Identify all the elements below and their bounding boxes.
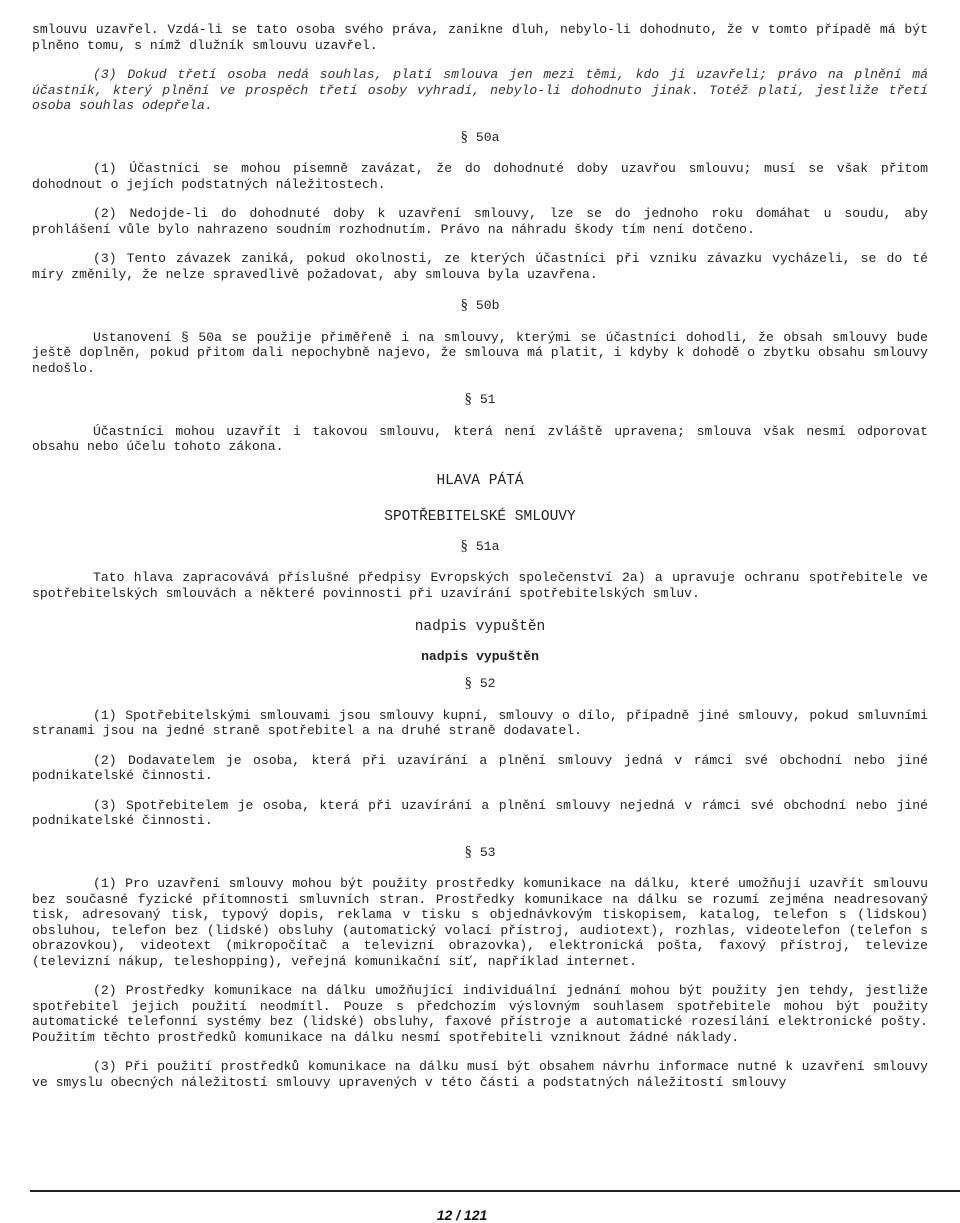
part-title: SPOTŘEBITELSKÉ SMLOUVY: [384, 508, 576, 525]
section-51-heading: [32, 392, 928, 408]
part-heading: HLAVA PÁTÁ: [436, 472, 524, 489]
footer-divider: [30, 1190, 960, 1192]
paragraph-continuation: smlouvu uzavřel. Vzdá-li se tato osoba svého práva, zanikne dluh, nebylo-li dohodnuto, že v tomto případě má být plněno tomu, s nímž dlužník smlouvu uzavřel.: [32, 22, 928, 53]
section-51a-heading: [32, 539, 928, 555]
s51a-paragraph-1: Tato hlava zapracovává příslušné předpisy Evropských společenství 2a) a upravuje ochranu spotřebitele ve spotřebitelských smlouvách a některé povinnosti při uzavírání spotřebitelských smluv.: [32, 570, 928, 601]
page-number: 12 / 121: [436, 1207, 488, 1223]
s53-paragraph-1: (1) Pro uzavření smlouvy mohou být použity prostředky komunikace na dálku, které umožňují uzavřít smlouvu bez současné fyzické přítomnosti smluvních stran. Prostředky komunikace na dálku se rozumí zejména neadresovaný tisk, adresovaný tisk, typový dopis, reklama v tisku s objednávkovým tiskopisem, katalog, telefon s (lidskou) obsluhou, telefon bez (lidské) obsluhy (automatický volací přístroj, audiotext), rozhlas, videotelefon (telefon s obrazovkou), videotext (mikropočítač a televizní obrazovka), elektronická pošta, faxový přístroj, televize (televizní nákup, teleshopping), veřejná komunikační síť, například internet.: [32, 876, 928, 969]
s52-paragraph-2: (2) Dodavatelem je osoba, která při uzavírání a plnění smlouvy jedná v rámci své obchodní nebo jiné podnikatelské činnosti.: [32, 752, 928, 783]
s52-paragraph-3: (3) Spotřebitelem je osoba, která při uzavírání a plnění smlouvy nejedná v rámci své obchodní nebo jiné podnikatelské činnosti.: [32, 797, 928, 828]
section-52-heading: [32, 676, 928, 692]
section-symbol: §: [460, 297, 469, 313]
section-symbol: §: [464, 843, 472, 860]
section-53-heading: [32, 845, 928, 861]
s52-paragraph-1: (1) Spotřebitelskými smlouvami jsou smlouvy kupní, smlouvy o dílo, případně jiné smlouvy, pokud smluvními stranami jsou na jedné straně spotřebitel a na druhé straně dodavatel.: [32, 707, 928, 738]
s53-paragraph-3: (3) Při použití prostředků komunikace na dálku musí být obsahem návrhu informace nutné k uzavření smlouvy ve smyslu obecných náležitostí smlouvy upravených v této části a podstatných náležitostí smlouvy: [32, 1059, 928, 1090]
section-number: 50b: [475, 298, 500, 313]
s51-paragraph-1: Účastníci mohou uzavřít i takovou smlouvu, která není zvláště upravena; smlouva však nesmí odporovat obsahu nebo účelu tohoto zákona.: [32, 423, 928, 454]
section-symbol: §: [460, 128, 469, 145]
section-symbol: §: [464, 675, 472, 691]
section-number: 50a: [475, 129, 500, 145]
section-symbol: §: [464, 391, 472, 407]
s50a-paragraph-3: (3) Tento závazek zaniká, pokud okolnosti, ze kterých účastníci při vzniku závazku vycházeli, se do té míry změnily, že nelze spravedlivě požadovat, aby smlouva byla uzavřena.: [32, 251, 928, 282]
section-number: 51: [479, 392, 496, 407]
section-number: 52: [479, 676, 496, 691]
s50a-paragraph-1: (1) Účastníci se mohou písemně zavázat, že do dohodnuté doby uzavřou smlouvu; musí se však přitom dohodnout o jejích podstatných náležitostech.: [32, 161, 928, 192]
s50b-paragraph-1: Ustanovení § 50a se použije přiměřeně i na smlouvy, kterými se účastníci dohodli, že obsah smlouvy bude ještě doplněn, pokud přitom dali nepochybně najevo, že smlouva má platit, i kdyby k dohodě o zbytku obsahu smlouvy nedošlo.: [32, 329, 928, 376]
section-50b-heading: [32, 298, 928, 314]
document-page: [32, 22, 928, 1090]
section-number: 53: [479, 844, 496, 860]
s53-paragraph-2: (2) Prostředky komunikace na dálku umožňující individuální jednání mohou být použity jen tehdy, jestliže spotřebitel jejich použití neodmítl. Pouze s předchozím výslovným souhlasem spotřebitele mohou být použity automatické telefonní systémy bez (lidské) obsluhy, faxové přístroje a automatické rozesílání elektronické pošty. Použitím těchto prostředků komunikace na dálku nesmí spotřebiteli vzniknout žádné náklady.: [32, 983, 928, 1045]
paragraph-3: (3) Dokud třetí osoba nedá souhlas, platí smlouva jen mezi těmi, kdo ji uzavřeli; právo na plnění má účastník, který plnění ve prospěch třetí osoby vyhradí, nebylo-li dohodnuto jinak. Totéž platí, jestliže třetí osoba souhlas odepřela.: [32, 67, 928, 113]
section-number: 51a: [475, 538, 500, 554]
section-symbol: §: [460, 537, 469, 554]
omitted-heading: nadpis vypuštěn: [414, 619, 546, 635]
omitted-heading-bold: nadpis vypuštěn: [421, 649, 539, 664]
section-50a-heading: [32, 130, 928, 146]
s50a-paragraph-2: (2) Nedojde-li do dohodnuté doby k uzavření smlouvy, lze se do jednoho roku domáhat u soudu, aby prohlášení vůle bylo nahrazeno soudním rozhodnutím. Právo na náhradu škody tím není dotčeno.: [32, 206, 928, 237]
